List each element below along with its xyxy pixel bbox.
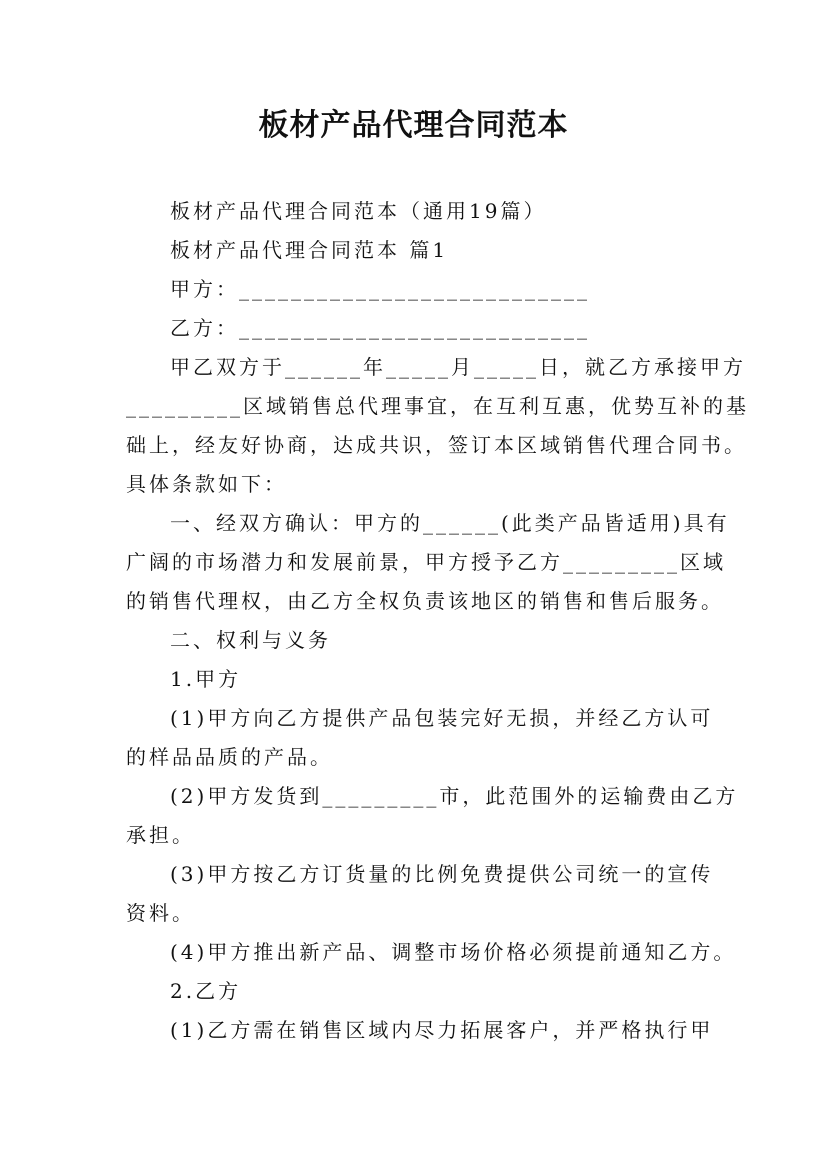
text-line: (3)甲方按乙方订货量的比例免费提供公司统一的宣传 (170, 862, 714, 886)
text-line: 的样品品质的产品。 (126, 745, 333, 769)
text-line: 甲乙双方于______年_____月_____日，就乙方承接甲方 (170, 355, 746, 379)
text-line: (4)甲方推出新产品、调整市场价格必须提前通知乙方。 (170, 940, 737, 964)
text-line: 2.乙方 (170, 979, 242, 1003)
text-line: _________区域销售总代理事宜，在互利互惠，优势互补的基 (126, 394, 749, 418)
text-line: (2)甲方发货到_________市，此范围外的运输费由乙方 (170, 784, 739, 808)
text-line: 甲方：___________________________ (170, 277, 590, 301)
text-line: 板材产品代理合同范本 篇1 (170, 238, 449, 262)
text-line: 广阔的市场潜力和发展前景，甲方授予乙方_________区域 (126, 550, 726, 574)
text-line: 础上，经友好协商，达成共识，签订本区域销售代理合同书。 (126, 433, 747, 457)
text-line: 板材产品代理合同范本（通用19篇） (170, 199, 547, 223)
text-line: (1)甲方向乙方提供产品包装完好无损，并经乙方认可 (170, 706, 714, 730)
text-line: 的销售代理权，由乙方全权负责该地区的销售和售后服务。 (126, 589, 724, 613)
text-line: 二、权利与义务 (170, 628, 331, 652)
text-line: 一、经双方确认：甲方的______(此类产品皆适用)具有 (170, 511, 730, 535)
text-line: 资料。 (126, 901, 195, 925)
text-line: 乙方：___________________________ (170, 316, 590, 340)
text-line: 1.甲方 (170, 667, 242, 691)
document-title: 板材产品代理合同范本 (258, 108, 569, 143)
text-line: 具体条款如下： (126, 472, 287, 496)
text-line: (1)乙方需在销售区域内尽力拓展客户，并严格执行甲 (170, 1018, 714, 1042)
text-line: 承担。 (126, 823, 195, 847)
